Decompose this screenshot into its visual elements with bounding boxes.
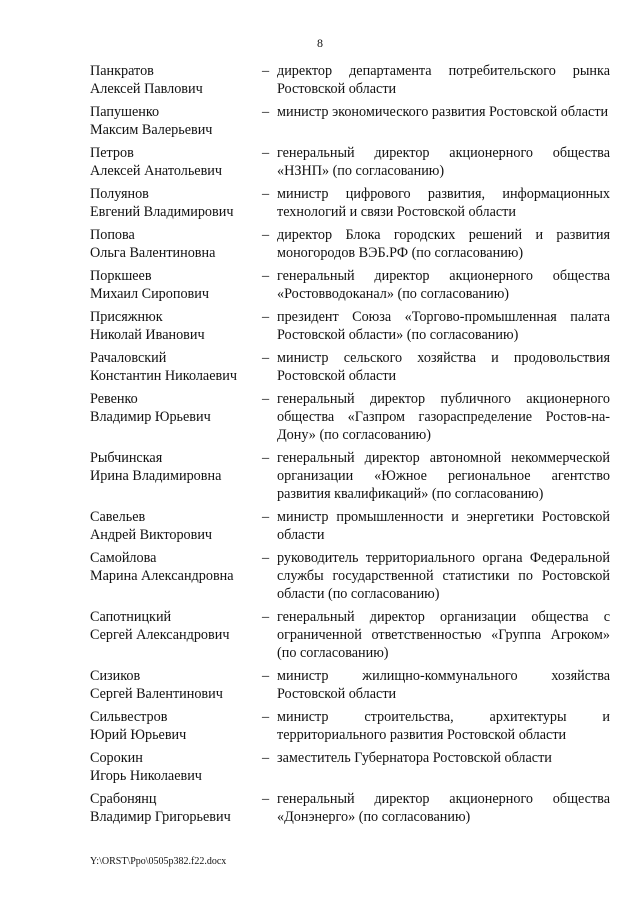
- position-text: министр экономического развития Ростовской области: [277, 104, 609, 120]
- surname: Панкратов: [90, 63, 154, 79]
- person-name: [90, 449, 262, 485]
- person-name: [90, 226, 262, 262]
- surname: Рачаловский: [90, 350, 167, 366]
- person-name: [90, 185, 262, 221]
- person-name: [90, 749, 262, 785]
- surname: Присяжнюк: [90, 309, 163, 325]
- position-text: министр цифрового развития, информационных технологий и связи Ростовской области: [277, 186, 610, 220]
- given-names: Константин Николаевич: [90, 368, 237, 384]
- person-name: [90, 267, 262, 303]
- position-text: генеральный директор акционерного общества «НЗНП» (по согласованию): [277, 145, 610, 179]
- surname: Полуянов: [90, 186, 149, 202]
- position-text: заместитель Губернатора Ростовской области: [277, 750, 552, 766]
- list-item: [90, 708, 610, 749]
- given-names: Андрей Викторович: [90, 527, 213, 543]
- dash-separator: –: [262, 104, 270, 120]
- position-text: директор Блока городских решений и развития моногородов ВЭБ.РФ (по согласованию): [277, 227, 610, 261]
- given-names: Владимир Григорьевич: [90, 809, 231, 825]
- list-item: [90, 185, 610, 226]
- dash-separator: –: [262, 550, 270, 566]
- person-name: [90, 390, 262, 426]
- list-item: [90, 144, 610, 185]
- position-text: министр жилищно-коммунального хозяйства Ростовской области: [277, 668, 610, 702]
- list-item: [90, 449, 610, 508]
- list-item: [90, 608, 610, 667]
- page-number: 8: [317, 36, 323, 50]
- dash-separator: –: [262, 309, 270, 325]
- surname: Сорокин: [90, 750, 143, 766]
- dash-separator: –: [262, 750, 270, 766]
- dash-separator: –: [262, 791, 270, 807]
- surname: Петров: [90, 145, 134, 161]
- file-path-footer: Y:\ORST\Ppo\0505p382.f22.docx: [90, 856, 227, 867]
- given-names: Алексей Павлович: [90, 81, 203, 97]
- list-item: [90, 790, 610, 831]
- person-name: [90, 349, 262, 385]
- given-names: Максим Валерьевич: [90, 122, 213, 138]
- list-item: [90, 226, 610, 267]
- person-name: [90, 667, 262, 703]
- person-name: [90, 549, 262, 585]
- dash-separator: –: [262, 268, 270, 284]
- surname: Поркшеев: [90, 268, 152, 284]
- list-item: [90, 390, 610, 449]
- dash-separator: –: [262, 391, 270, 407]
- list-item: [90, 349, 610, 390]
- surname: Попова: [90, 227, 135, 243]
- given-names: Юрий Юрьевич: [90, 727, 187, 743]
- participant-list: [90, 62, 610, 831]
- dash-separator: –: [262, 186, 270, 202]
- list-item: [90, 508, 610, 549]
- person-name: [90, 790, 262, 826]
- dash-separator: –: [262, 609, 270, 625]
- position-text: генеральный директор акционерного общества «Ростовводоканал» (по согласованию): [277, 268, 610, 302]
- surname: Сильвестров: [90, 709, 168, 725]
- position-text: генеральный директор автономной некоммерческой организации «Южное региональное агентство развития квалификаций» (по согласованию): [277, 450, 610, 502]
- position-text: министр строительства, архитектуры и территориального развития Ростовской области: [277, 709, 610, 743]
- surname: Сапотницкий: [90, 609, 172, 625]
- position-text: руководитель территориального органа Федеральной службы государственной статистики по Ростовской области (по согласованию): [277, 550, 610, 602]
- dash-separator: –: [262, 509, 270, 525]
- dash-separator: –: [262, 450, 270, 466]
- dash-separator: –: [262, 145, 270, 161]
- surname: Савельев: [90, 509, 146, 525]
- given-names: Ольга Валентиновна: [90, 245, 216, 261]
- surname: Срабонянц: [90, 791, 157, 807]
- given-names: Николай Иванович: [90, 327, 205, 343]
- position-text: генеральный директор публичного акционерного общества «Газпром газораспределение Ростов-на-Дону» (по согласованию): [277, 391, 610, 443]
- given-names: Владимир Юрьевич: [90, 409, 211, 425]
- dash-separator: –: [262, 668, 270, 684]
- given-names: Михаил Сиропович: [90, 286, 209, 302]
- surname: Самойлова: [90, 550, 157, 566]
- person-name: [90, 103, 262, 139]
- person-name: [90, 608, 262, 644]
- position-text: министр сельского хозяйства и продовольствия Ростовской области: [277, 350, 610, 384]
- given-names: Ирина Владимировна: [90, 468, 222, 484]
- given-names: Алексей Анатольевич: [90, 163, 223, 179]
- surname: Сизиков: [90, 668, 141, 684]
- surname: Папушенко: [90, 104, 160, 120]
- dash-separator: –: [262, 227, 270, 243]
- position-text: министр промышленности и энергетики Ростовской области: [277, 509, 610, 543]
- dash-separator: –: [262, 63, 270, 79]
- list-item: [90, 549, 610, 608]
- position-text: директор департамента потребительского рынка Ростовской области: [277, 63, 610, 97]
- dash-separator: –: [262, 709, 270, 725]
- person-name: [90, 508, 262, 544]
- position-text: генеральный директор организации общества с ограниченной ответственностью «Группа Агроком» (по согласованию): [277, 609, 610, 661]
- person-name: [90, 308, 262, 344]
- person-name: [90, 708, 262, 744]
- list-item: [90, 667, 610, 708]
- given-names: Сергей Валентинович: [90, 686, 223, 702]
- given-names: Марина Александровна: [90, 568, 234, 584]
- dash-separator: –: [262, 350, 270, 366]
- list-item: [90, 267, 610, 308]
- given-names: Сергей Александрович: [90, 627, 230, 643]
- person-name: [90, 144, 262, 180]
- surname: Ревенко: [90, 391, 138, 407]
- surname: Рыбчинская: [90, 450, 163, 466]
- given-names: Евгений Владимирович: [90, 204, 234, 220]
- person-name: [90, 62, 262, 98]
- list-item: [90, 749, 610, 790]
- list-item: [90, 103, 610, 144]
- position-text: президент Союза «Торгово-промышленная палата Ростовской области» (по согласованию): [277, 309, 610, 343]
- list-item: [90, 62, 610, 103]
- position-text: генеральный директор акционерного общества «Донэнерго» (по согласованию): [277, 791, 610, 825]
- list-item: [90, 308, 610, 349]
- given-names: Игорь Николаевич: [90, 768, 202, 784]
